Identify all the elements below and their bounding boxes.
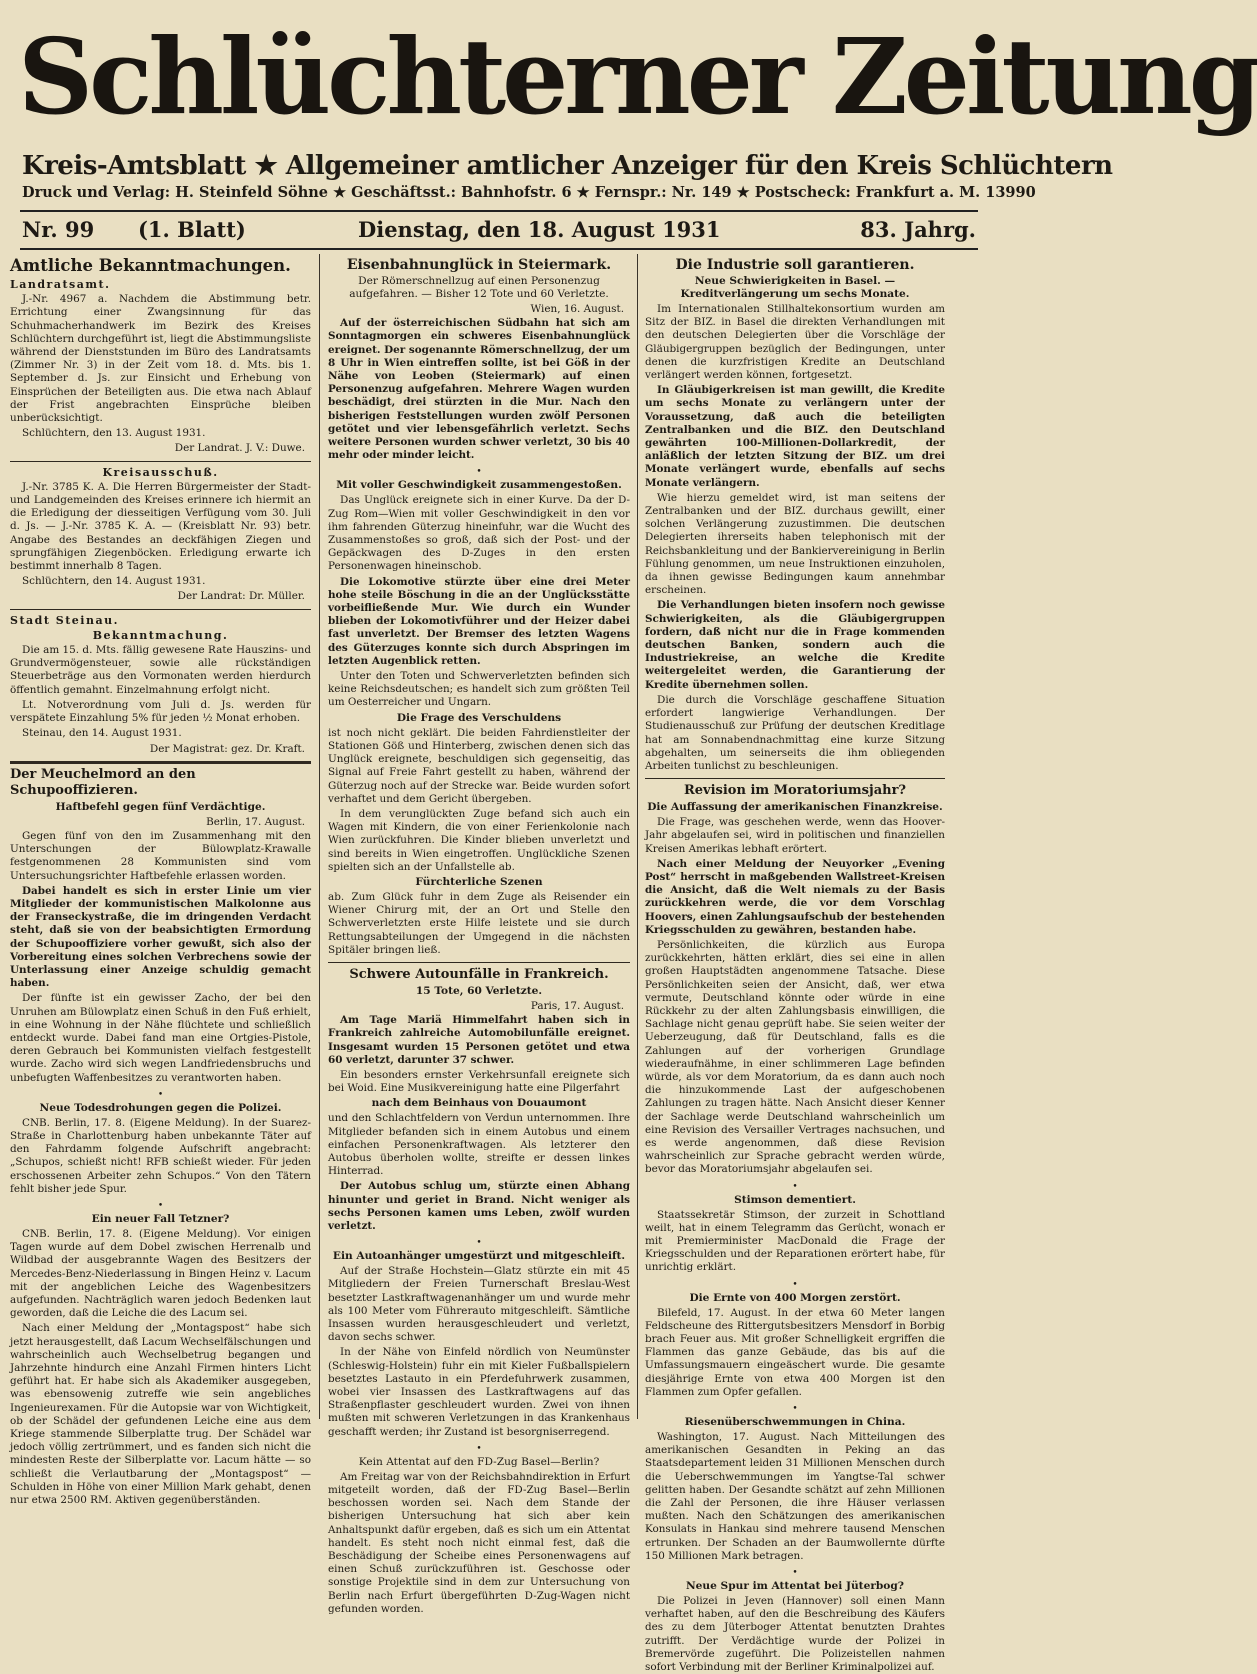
paragraph: Ein besonders ernster Verkehrsunfall ereignete sich bei Woid. Eine Musikvereinigung hatte eine Pilgerfahrt — [328, 1068, 630, 1095]
place-date: Schlüchtern, den 13. August 1931. — [22, 427, 206, 440]
headline: Amtliche Bekanntmachungen. — [10, 256, 291, 275]
paragraph: In Gläubigerkreisen ist man gewillt, die Kredite um sechs Monate zu verlängern unter der Voraussetzung, daß auch die beteiligten Zentralbanken und die BIZ. den Deutschland gewährten 100-Millionen-Dollarkredit, der anläßlich der letzten Sitzung der BIZ. um drei Monate verlängert wurde, ebenfalls auf sechs Monate verlängern. — [645, 384, 945, 489]
place-date: Schlüchtern, den 14. August 1931. — [22, 575, 206, 588]
divider — [10, 761, 311, 764]
headline: Revision im Moratoriumsjahr? — [683, 783, 907, 799]
article-anhaenger — [328, 1250, 630, 1439]
issue-sheet: (1. Blatt) — [138, 217, 246, 242]
separator-star: • — [476, 1443, 482, 1454]
paragraph: Unter den Toten und Schwerverletzten befinden sich keine Reichsdeutschen; es handelt sich zum größten Teil um Oesterreicher und Ungarn. — [328, 670, 630, 709]
section-title: Kreisausschuß. — [102, 465, 219, 479]
issue-number: Nr. 99 — [22, 217, 95, 242]
paragraph: Die durch die Vorschläge geschaffene Situation erfordert langwierige Verhandlungen. Der Studienausschuß zur Prüfung der deutschen Kreditlage hat am Sonnabendnachmittag eine kurze Sitzung abgehalten, um seinerseits die ihm obliegenden Arbeiten tunlichst zu beschleunigen. — [645, 693, 945, 772]
separator-star: • — [792, 1404, 798, 1415]
paragraph: Gegen fünf von den im Zusammenhang mit den Unterschungen der Bülowplatz-Krawalle festgenommenen 28 Kommunisten sind vom Untersuchungsrichter Haftbefehle erlassen worden. — [10, 829, 311, 882]
signature: Der Landrat: Dr. Müller. — [177, 590, 305, 603]
paragraph: Das Unglück ereignete sich in einer Kurve. Da der D-Zug Rom—Wien mit voller Geschwindigkeit in den vor ihm fahrenden Güterzug hineinfuhr, war die Wucht des Zusammenstoßes so groß, daß sich der Post- und der Gepäckwagen des D-Zuges in den ersten Personenwagen hineinschob. — [328, 494, 630, 573]
subheadline: Der Römerschnellzug auf einen Personenzug aufgefahren. — Bisher 12 Tote und 60 Verletzte. — [349, 275, 609, 300]
article-amtliche — [10, 256, 311, 456]
dateline: Berlin, 17. August. — [206, 815, 305, 828]
paragraph: Die Polizei in Jeven (Hannover) soll einen Mann verhaftet haben, auf den die Beschreibung des Käufers des zu dem Jüterboger Attentat benutzten Drahtes zutrifft. Der Verdächtige wurde der Polizei in Bremervörde zugeführt. Die Polizeistellen nahmen sofort Verbindung mit der Berliner Kriminalpolizei auf. — [645, 1595, 945, 1674]
paragraph: Die Frage, was geschehen werde, wenn das Hoover-Jahr abgelaufen sei, wird in politischen und finanziellen Kreisen Amerikas lebhaft erörtert. — [645, 816, 945, 855]
section-title: Landratsamt. — [10, 278, 111, 291]
subheadline: Die Frage des Verschuldens — [396, 711, 562, 724]
subheadline: nach dem Beinhaus von Douaumont — [371, 1097, 587, 1110]
headline: Neue Spur im Attentat bei Jüterbog? — [686, 1580, 904, 1593]
subheadline: Die Auffassung der amerikanischen Finanzkreise. — [647, 801, 943, 814]
paragraph: Die am 15. d. Mts. fällig gewesene Rate Hauszins- und Grundvermögensteuer, sowie alle rückständigen Steuerbeträge aus den Vormonaten werden hierdurch öffentlich gemahnt. Einzelmahnung erfolgt nicht. — [10, 644, 311, 696]
column-rule — [637, 254, 638, 1419]
issue-date: Dienstag, den 18. August 1931 — [358, 217, 721, 242]
paragraph: ist noch nicht geklärt. Die beiden Fahrdienstleiter der Stationen Göß und Hinterberg, zwischen denen sich das Unglück ereignete, beschuldigen sich gegenseitig, das Signal auf Freie Fahrt gestellt zu haben, während der Güterzug noch auf der Strecke war. Beide wurden sofort verhaftet und dem Gericht übergeben. — [328, 726, 630, 805]
paragraph: Am Tage Mariä Himmelfahrt haben sich in Frankreich zahlreiche Automobilunfälle ereignet. Insgesamt wurden 15 Personen getötet und etwa 60 verletzt, darunter 37 schwer. — [328, 1014, 630, 1066]
article-autounfaelle — [328, 967, 630, 1233]
article-attentat — [328, 1456, 630, 1616]
paragraph: Auf der österreichischen Südbahn hat sich am Sonntagmorgen ein schweres Eisenbahnunglück ereignet. Der sogenannte Römerschnellzug, der um 8 Uhr in Wien eintreffen sollte, ist bei Göß in der Nähe von Leoben (Steiermark) auf einen Personenzug aufgefahren. Mehrere Wagen wurden beschädigt, drei stürzten in die Mur. Nach den bisherigen Feststellungen wurden zwölf Personen getötet und vier lebensgefährlich verletzt. Sechs weitere Personen wurden schwer verletzt, 30 bis 40 mehr oder minder leicht. — [328, 317, 630, 462]
dateline: Paris, 17. August. — [530, 999, 624, 1012]
paragraph: Bilefeld, 17. August. In der etwa 60 Meter langen Feldscheune des Rittergutsbesitzers Mensdorf in Borbig brach Feuer aus. Mit großer Schnelligkeit ergriffen die Flammen das ganze Gebäude, das bis auf die Umfassungsmauern eingeäschert wurde. Die gesamte diesjährige Ernte von etwa 400 Morgen ist den Flammen zum Opfer gefallen. — [645, 1306, 945, 1398]
headline: Riesenüberschwemmungen in China. — [684, 1416, 906, 1429]
headline: Schwere Autounfälle in Frankreich. — [349, 966, 609, 982]
separator-star: • — [476, 467, 482, 478]
subsection-title: Bekanntmachung. — [92, 628, 229, 642]
headline: Ein neuer Fall Tetzner? — [91, 1212, 230, 1225]
separator-star: • — [792, 1279, 798, 1290]
paragraph: Dabei handelt es sich in erster Linie um vier Mitglieder der kommunistischen Malkolonne aus der Franseckystraße, die im dringenden Verdacht steht, daß sie von der beabsichtigten Ermordung der Schupooffiziere vorher gewußt, sich also der Vorbereitung eines solchen Verbrechens sowie der Unterlassung einer Anzeige schuldig gemacht haben. — [10, 884, 311, 990]
article-revision — [645, 783, 945, 1176]
paragraph: Die Verhandlungen bieten insofern noch gewisse Schwierigkeiten, als die Gläubigergruppen fordern, daß nicht nur die in Frage kommenden deutschen Banken, sondern auch die Industriekreise, an welche die Kredite weitergeleitet werden, die Garantierung der Kredite übernehmen sollen. — [645, 599, 945, 691]
article-industrie — [645, 257, 945, 773]
paragraph: In dem verunglückten Zuge befand sich auch ein Wagen mit Kindern, die von einer Ferienkolonie nach Wien zurückfuhren. Die Kinder blieben unverletzt und sind bereits in Wien eingetroffen. Unglückliche Szenen spielten sich an der Unfallstelle ab. — [328, 807, 630, 873]
headline: Stimson dementiert. — [734, 1193, 856, 1206]
divider — [10, 461, 311, 462]
article-steinau — [10, 614, 311, 756]
paragraph: Der fünfte ist ein gewisser Zacho, der bei den Unruhen am Bülowplatz einen Schuß in den Fuß erhielt, in eine Wohnung in der Nähe flüchtete und schließlich entdeckt wurde. Dabei fand man eine Ortgies-Pistole, deren Gebrauch bei Kommunisten vielfach festgestellt wurde. Zacho wird sich wegen Landfriedensbruchs und unbefugten Waffenbesitzes zu verantworten haben. — [10, 992, 311, 1084]
paragraph: Persönlichkeiten, die kürzlich aus Europa zurückkehrten, hätten erklärt, dies sei eine in allen großen Hauptstädten angenommene Tatsache. Diese Persönlichkeiten seien der Ansicht, daß, wer etwa vermute, Deutschland könnte oder würde in eine Rückkehr zu der alten Zahlungsbasis einwilligen, die Sachlage nicht genau geprüft habe. Sie seien weiter der Ueberzeugung, daß für Deutschland, falls es die Zahlungen auf der vorherigen Grundlage wiederaufnähme, in einer schlimmeren Lage befinden würde, als vor dem Moratorium, da es dann auch noch die hinzukommende Last der aufgeschobenen Zahlungen zu tragen hätte. Nach Ansicht dieser Kenner der Sachlage werde Deutschland wahrscheinlich um eine Revision des Versailler Vertrages nachsuchen, und es werde angenommen, daß diese Revision wahrscheinlich zur Sprache gebracht werden würde, bevor das Moratoriumsjahr abgelaufen sei. — [645, 938, 945, 1176]
dateline: Wien, 16. August. — [530, 303, 624, 315]
column-2 — [328, 254, 630, 1615]
paragraph: CNB. Berlin, 17. 8. (Eigene Meldung). In der Suarez-Straße in Charlottenburg haben unbekannte Täter auf den Fahrdamm folgende Aufschrift angebracht: „Schupos, schießt nicht! RFB schießt wieder. Für jeden erschossenen Arbeiter zehn Schupos.“ Von den Tätern fehlt bisher jede Spur. — [10, 1116, 311, 1195]
article-meuchelmord — [10, 767, 311, 1085]
paragraph: Der Autobus schlug um, stürzte einen Abhang hinunter und geriet in Brand. Nicht weniger als sechs Personen kamen ums Leben, zwölf wurden verletzt. — [328, 1180, 630, 1232]
paragraph: CNB. Berlin, 17. 8. (Eigene Meldung). Vor einigen Tagen wurde auf dem Dobel zwischen Herrenalb und Wildbad der ausgebrannte Wagen des Besitzers der Mercedes-Benz-Niederlassung in Bingen Heinz v. Lacum mit der angeblichen Leiche des Wagenbesitzers aufgefunden. Nachträglich waren jedoch Bedenken laut geworden, daß die Leiche die des Lacum sei. — [10, 1227, 311, 1320]
separator-star: • — [157, 1089, 164, 1100]
paragraph: und den Schlachtfeldern von Verdun unternommen. Ihre Mitglieder befanden sich in einem Autobus und einem einfachen Personenkraftwagen. Als letzterer den Autobus überholen wollte, streifte er dessen linkes Hinterrad. — [328, 1112, 630, 1178]
paragraph: Im Internationalen Stillhaltekonsortium wurden am Sitz der BIZ. in Basel die direkten Verhandlungen mit den deutschen Delegierten über die Vorschläge der Gläubigergruppen bezüglich der Bedingungen, unter denen die kurzfristigen Kredite an Deutschland verlängert werden können, fortgesetzt. — [645, 303, 945, 382]
paragraph: J.-Nr. 4967 a. Nachdem die Abstimmung betr. Errichtung einer Zwangsinnung für das Schuhmacherhandwerk im Bezirk des Kreises Schlüchtern durchgeführt ist, liegt die Abstimmungsliste während der Dienststunden im Büro des Landratsamts (Zimmer Nr. 3) in der Zeit vom 18. d. Mts. bis 1. September d. Js. zur Einsicht und Erhebung von Einsprüchen der Beteiligten aus. Die etwa nach Ablauf der Frist angebrachten Einsprüche bleiben unberücksichtigt. — [10, 293, 311, 425]
subheadline: Neue Schwierigkeiten in Basel. — Kreditverlängerung um sechs Monate. — [680, 275, 910, 300]
article-tetzner — [10, 1213, 311, 1507]
headline: Die Industrie soll garantieren. — [675, 257, 915, 273]
paragraph: Auf der Straße Hochstein—Glatz stürzte ein mit 45 Mitgliedern der Freien Turnerschaft Breslau-West besetzter Lastkraftwagenanhänger um und wurde mehr als 100 Meter vom Führerauto mitgeschleift. Sämtliche Insassen wurden herausgeschleudert und verletzt, davon sechs schwer. — [328, 1265, 630, 1344]
separator-star: • — [792, 1568, 798, 1579]
paragraph: Staatssekretär Stimson, der zurzeit in Schottland weilt, hat in einem Telegramm das Gerücht, wonach er mit Premierminister MacDonald die Frage der Kriegsschulden und der Reparationen erörtert habe, für unrichtig erklärt. — [645, 1208, 945, 1274]
headline: Der Meuchelmord an den Schupooffizieren. — [10, 766, 196, 798]
article-ernte — [645, 1292, 945, 1399]
paragraph: Lt. Notverordnung vom Juli d. Js. werden für verspätete Einzahlung 5% für jeden ½ Monat erhoben. — [10, 698, 311, 725]
section-title: Stadt Steinau. — [10, 613, 119, 627]
article-kreisausschuss — [10, 466, 311, 604]
column-1 — [10, 254, 311, 1507]
article-stimson — [645, 1194, 945, 1275]
headline: Die Ernte von 400 Morgen zerstört. — [689, 1291, 901, 1304]
paragraph: Nach einer Meldung der Neuyorker „Evening Post“ herrscht in maßgebenden Wallstreet-Kreisen die Ansicht, daß die Welt niemals zu der Basis zurückkehren werde, die vor dem Vorschlag Hoovers, einen Zahlungsaufschub der bestehenden Kriegsschulden zu gewähren, bestanden habe. — [645, 857, 945, 936]
signature: Der Landrat. J. V.: Duwe. — [174, 442, 305, 455]
article-eisenbahn — [328, 257, 630, 462]
masthead-subtitle: Kreis-Amtsblatt ★ Allgemeiner amtlicher Anzeiger für den Kreis Schlüchtern — [22, 151, 1113, 181]
paragraph: J.-Nr. 3785 K. A. Die Herren Bürgermeister der Stadt- und Landgemeinden des Kreises erinnere ich hiermit an die Erledigung der diesseitigen Verfügung vom 30. Juli d. Js. — J.-Nr. 3785 K. A. — (Kreisblatt Nr. 93) betr. Angabe des Bestandes an deckfähigen Ziegen und sprungfähigen Ziegenböcken. Erledigung erwarte ich bestimmt innerhalb 8 Tagen. — [10, 480, 311, 573]
signature: Der Magistrat: gez. Dr. Kraft. — [149, 742, 305, 755]
publisher-line: Druck und Verlag: H. Steinfeld Söhne ★ Geschäftsst.: Bahnhofstr. 6 ★ Fernspr.: Nr. 149 ★ Postscheck: Frankfurt a. M. 13990 — [22, 184, 1036, 201]
article-geschwindigkeit — [328, 479, 630, 957]
subheadline: Fürchterliche Szenen — [415, 875, 543, 888]
divider — [645, 778, 945, 779]
paragraph: Washington, 17. August. Nach Mitteilungen des amerikanischen Gesandten in Peking an das Staatsdepartement leiden 31 Millionen Menschen durch die Ueberschwemmungen im Yangtse-Tal schwer gelitten haben. Der Gesandte schätzt auf zehn Millionen die Zahl der Personen, die ihre Häuser verlassen mußten. Nach den Schätzungen des amerikanischen Konsulats in Hankau sind mehrere tausend Menschen ertrunken. Der Schaden an der Baumwollernte dürfte 150 Millionen Mark betragen. — [645, 1431, 945, 1562]
headline: Neue Todesdrohungen gegen die Polizei. — [39, 1101, 282, 1114]
article-china — [645, 1416, 945, 1563]
paragraph: Am Freitag war von der Reichsbahndirektion in Erfurt mitgeteilt worden, daß der FD-Zug Basel—Berlin beschossen worden sei. Nach dem Stande der bisherigen Untersuchung hat sich aber kein Anhaltspunkt dafür ergeben, daß es sich um ein Attentat handelt. Es steht noch nicht einmal fest, daß die Beschädigung der Scheibe eines Personenwagens auf einen Schuß zurückzuführen ist. Geschosse oder sonstige Projektile sind in dem zur Untersuchung von Berlin nach Erfurt übergeführten D-Zug-Wagen nicht gefunden worden. — [328, 1470, 630, 1615]
article-todesdrohungen — [10, 1102, 311, 1196]
headline: Eisenbahnunglück in Steiermark. — [346, 257, 612, 273]
paragraph: Wie hierzu gemeldet wird, ist man seitens der Zentralbanken und der BIZ. durchaus gewillt, einer solchen Verlängerung zuzustimmen. Die deutschen Delegierten ihrerseits haben telephonisch mit der Reichsbankleitung und der Bankiervereinigung in Berlin Fühlung genommen, um neue Instruktionen einzuholen, da ihnen gewisse Bedingungen kaum annehmbar erscheinen. — [645, 491, 945, 597]
issue-bar — [20, 210, 978, 250]
subheadline: Mit voller Geschwindigkeit zusammengestoßen. — [336, 479, 622, 492]
column-3 — [645, 254, 945, 1674]
subheadline: Ein Autoanhänger umgestürzt und mitgeschleift. — [332, 1250, 626, 1263]
separator-star: • — [157, 1200, 164, 1211]
separator-star: • — [476, 1238, 482, 1249]
divider — [10, 609, 311, 610]
paragraph: Nach einer Meldung der „Montagspost“ habe sich jetzt herausgestellt, daß Lacum Wechselfälschungen und wahrscheinlich auch Wechselbetrug begangen und Jahrzehnte hindurch eine Anzahl Firmen hinters Licht geführt hat. Er habe sich als Akademiker ausgegeben, was ebensowenig zutreffe wie sein angebliches Ingenieurexamen. Für die Autopsie war von Wichtigkeit, ob der Schädel der gefundenen Leiche eine aus dem Kriege stammende Silberplatte trug. Der Schädel war jedoch völlig zertrümmert, und es fanden sich nicht die mindesten Reste der Silberplatte vor. Lacum hätte — so schließt die Verlautbarung der „Montagspost“ — Schulden in Höhe von einer Million Mark gehabt, denen nur etwa 2500 RM. Aktiven gegenüberständen. — [10, 1322, 311, 1507]
subheadline: Haftbefehl gegen fünf Verdächtige. — [55, 800, 266, 813]
paragraph: ab. Zum Glück fuhr in dem Zuge als Reisender ein Wiener Chirurg mit, der an Ort und Stelle den Schwerverletzten erste Hilfe leistete und sie durch Rettungsabteilungen der Umgegend in die nächsten Spitäler bringen ließ. — [328, 890, 630, 956]
subheadline: 15 Tote, 60 Verletzte. — [415, 984, 543, 997]
place-date: Steinau, den 14. August 1931. — [22, 727, 182, 740]
paragraph: In der Nähe von Einfeld nördlich von Neumünster (Schleswig-Holstein) fuhr ein mit Kieler Fußballspielern besetztes Lastauto in ein Pferdefuhrwerk zusammen, wobei vier Insassen des Lastkraftwagens auf das Straßenpflaster geschleudert wurden. Zwei von ihnen mußten mit schweren Verletzungen in das Krankenhaus geschafft werden; ihr Zustand ist besorgniserregend. — [328, 1346, 630, 1438]
column-rule — [319, 254, 320, 1419]
divider — [328, 962, 630, 963]
article-jueterbog — [645, 1580, 945, 1674]
separator-star: • — [792, 1181, 798, 1192]
subheadline: Kein Attentat auf den FD-Zug Basel—Berlin? — [358, 1455, 600, 1468]
paragraph: Die Lokomotive stürzte über eine drei Meter hohe steile Böschung in die an der Unglücksstätte vorbeifließende Mur. Wie durch ein Wunder blieben der Lokomotivführer und der Heizer dabei fast unverletzt. Der Bremser des letzten Wagens des Güterzuges konnte sich durch Abspringen im letzten Augenblick retten. — [328, 575, 630, 667]
issue-year: 83. Jahrg. — [860, 217, 976, 242]
masthead-title: Schlüchterner Zeitung — [18, 15, 1257, 138]
